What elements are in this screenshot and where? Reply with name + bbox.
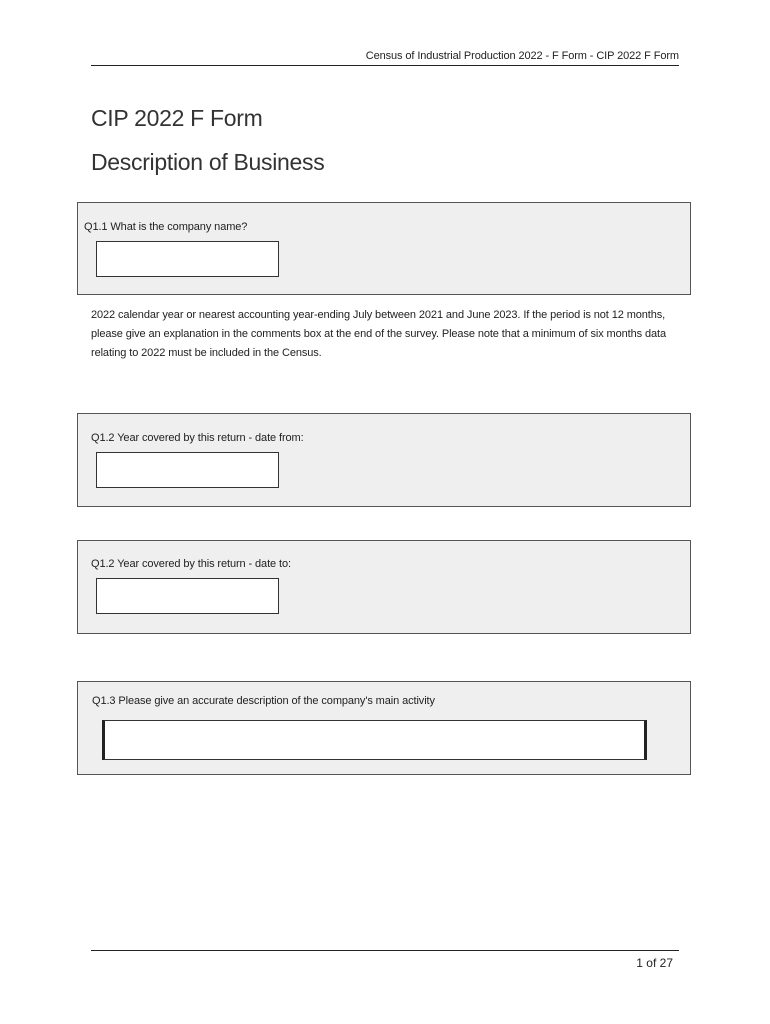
question-box-date-to: [77, 540, 691, 634]
company-name-field[interactable]: [96, 241, 279, 277]
question-label: Q1.1 What is the company name?: [84, 221, 248, 233]
question-label: Q1.3 Please give an accurate description of the company's main activity: [92, 695, 435, 707]
section-title: Description of Business: [91, 149, 325, 175]
question-box-date-from: [77, 413, 691, 507]
reporting-period-note: 2022 calendar year or nearest accounting year-ending July between 2021 and June 2023. If the period is not 12 months, please give an explanation in the comments box at the end of the survey. Please note that a minimum of six months data relating to 2022 must be included in the Census.: [91, 309, 666, 359]
date-to-field[interactable]: [96, 578, 279, 614]
footer-rule: [91, 950, 679, 951]
form-title: CIP 2022 F Form: [91, 105, 263, 131]
running-header: Census of Industrial Production 2022 - F Form - CIP 2022 F Form: [91, 48, 679, 66]
question-label: Q1.2 Year covered by this return - date to:: [91, 558, 291, 570]
question-box-main-activity: [77, 681, 691, 775]
question-label: Q1.2 Year covered by this return - date from:: [91, 432, 304, 444]
page-number: 1 of 27: [636, 956, 673, 970]
main-activity-field[interactable]: [102, 720, 647, 760]
date-from-field[interactable]: [96, 452, 279, 488]
question-box-company-name: [77, 202, 691, 295]
